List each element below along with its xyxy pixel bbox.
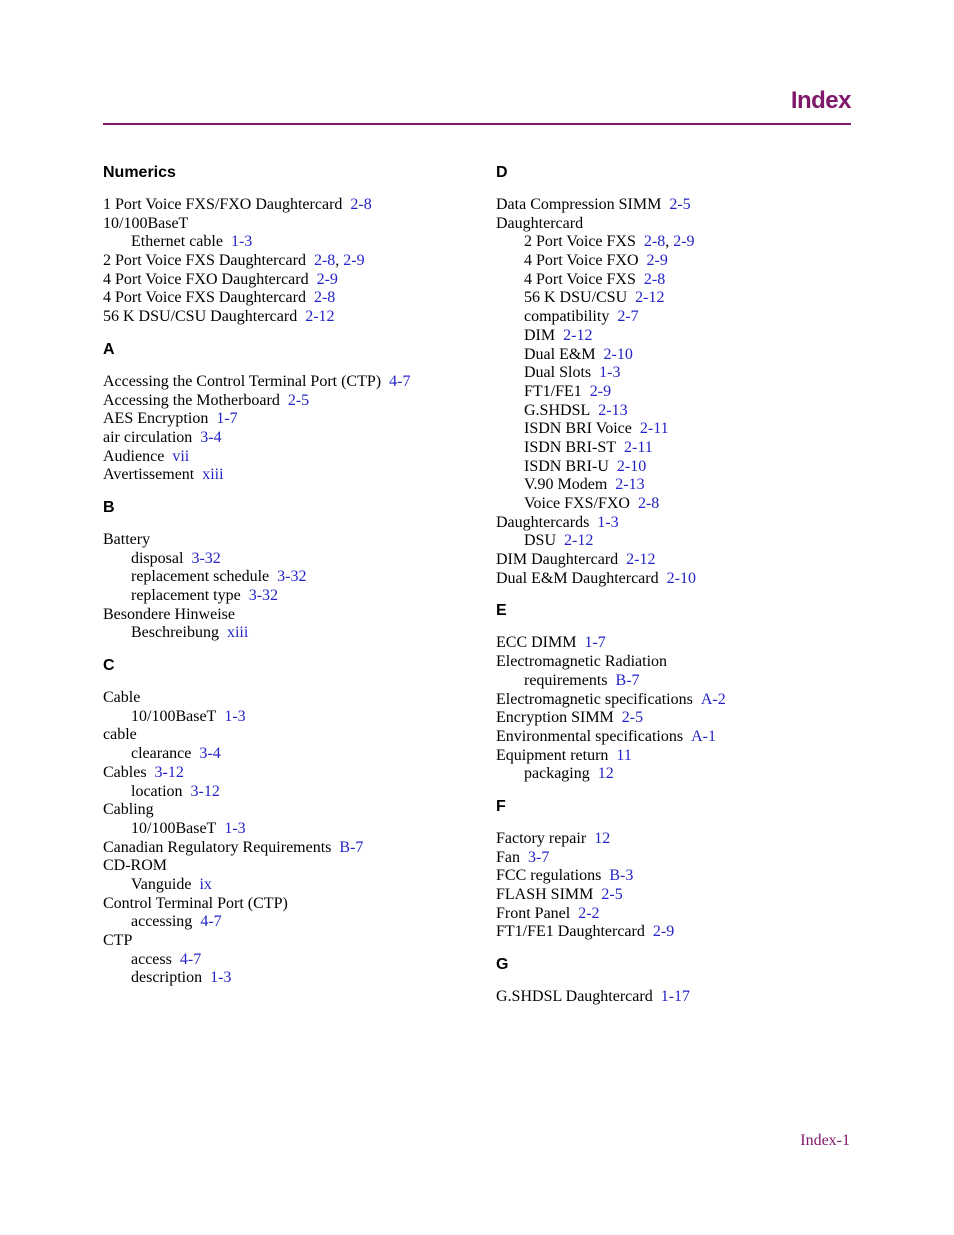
index-subentry — [103, 233, 463, 252]
index-subentry — [496, 476, 856, 495]
section-heading: Numerics — [103, 164, 176, 181]
index-subentry — [103, 876, 463, 895]
page-ref-link[interactable]: 1-3 — [230, 233, 253, 251]
page-ref-link[interactable]: 2-5 — [621, 709, 644, 727]
page-refs — [594, 830, 610, 847]
index-term: compatibility — [524, 308, 610, 326]
page-ref-link[interactable]: ix — [199, 875, 212, 893]
index-term: 4 Port Voice FXS Daughtercard — [103, 289, 306, 307]
page-ref-link[interactable]: 11 — [616, 746, 632, 764]
index-term: description — [131, 969, 203, 987]
page-ref-link[interactable]: 12 — [594, 829, 611, 847]
page-ref-link[interactable]: 3-12 — [154, 763, 184, 781]
index-entry — [103, 689, 463, 708]
page-refs — [616, 672, 640, 689]
page-refs — [317, 271, 338, 288]
index-entry — [496, 830, 856, 849]
section-heading: G — [496, 956, 509, 974]
index-term: DIM — [524, 326, 556, 344]
index-entry — [496, 728, 856, 747]
page-ref-link[interactable]: 3-32 — [248, 587, 279, 604]
page-refs — [598, 402, 627, 419]
index-subentry — [103, 913, 463, 932]
page-refs — [314, 289, 335, 306]
page-ref-link[interactable]: 2-5 — [601, 886, 623, 903]
page-ref-link[interactable]: B-3 — [609, 867, 634, 885]
index-section — [496, 600, 856, 784]
index-subentry — [496, 233, 856, 252]
page-ref-link[interactable]: 1-7 — [584, 634, 606, 652]
page-refs — [199, 745, 220, 762]
index-term: 4 Port Voice FXS — [524, 270, 636, 288]
index-section — [496, 954, 856, 1007]
index-term: Electromagnetic specifications — [496, 690, 693, 708]
page-ref-link[interactable]: 2-13 — [615, 476, 645, 494]
index-term: Environmental specifications — [496, 727, 684, 745]
page-refs — [180, 951, 201, 968]
index-term: Front Panel — [496, 904, 571, 922]
page-ref-link[interactable]: 2-5 — [669, 196, 691, 213]
index-entry — [103, 289, 463, 308]
page-refs — [339, 839, 363, 856]
page-ref-link[interactable]: 2-9 — [646, 252, 668, 270]
index-entry — [496, 988, 856, 1007]
index-entry — [496, 653, 856, 672]
page-ref-link[interactable]: 2-9 — [316, 270, 338, 288]
index-entry — [496, 709, 856, 728]
index-term: CD-ROM — [103, 857, 168, 875]
page-ref-link[interactable]: 3-4 — [200, 428, 222, 446]
page-refs — [669, 196, 690, 213]
page-ref-link[interactable]: 1-7 — [216, 410, 238, 428]
page-ref-link[interactable]: 3-7 — [528, 848, 550, 866]
index-entry — [103, 764, 463, 783]
index-entry — [496, 849, 856, 868]
index-subentry — [496, 346, 856, 365]
index-term: 10/100BaseT — [103, 214, 189, 232]
index-subentry — [103, 745, 463, 764]
index-subentry — [103, 951, 463, 970]
index-term: 4 Port Voice FXO Daughtercard — [103, 270, 309, 288]
index-term: Daughtercard — [496, 214, 584, 232]
index-entry — [103, 801, 463, 820]
index-term: Audience — [103, 447, 165, 465]
page-refs — [227, 624, 248, 641]
page-ref-link[interactable]: 2-10 — [603, 345, 633, 363]
page-ref-link[interactable]: 2-9 — [343, 252, 365, 270]
index-entry — [103, 857, 463, 876]
index-entry — [496, 905, 856, 924]
index-section — [103, 339, 463, 485]
index-entry — [496, 867, 856, 886]
page-refs — [249, 587, 278, 604]
page-ref-link[interactable]: 2-9 — [673, 233, 695, 251]
page-refs — [590, 383, 611, 400]
index-section — [103, 162, 463, 327]
page-ref-link[interactable]: 4-7 — [179, 950, 202, 968]
index-subentry — [496, 327, 856, 346]
index-subentry — [496, 439, 856, 458]
index-subentry — [496, 495, 856, 514]
index-subentry — [103, 708, 463, 727]
page-ref-link[interactable]: 2-12 — [564, 532, 594, 550]
page-ref-link[interactable]: xiii — [202, 466, 224, 484]
index-term: G.SHDSL Daughtercard — [496, 988, 653, 1006]
index-entry — [496, 691, 856, 710]
index-entry — [103, 308, 463, 327]
index-term: air circulation — [103, 428, 193, 446]
index-entry — [496, 747, 856, 766]
ref-separator: , — [665, 233, 674, 251]
index-term: Cabling — [103, 801, 154, 819]
index-entry — [496, 551, 856, 570]
index-entry — [496, 196, 856, 215]
index-subentry — [496, 364, 856, 383]
page-ref-link[interactable]: B-7 — [339, 838, 364, 856]
index-term: Fan — [496, 848, 520, 866]
page-ref-link[interactable]: 2-10 — [616, 457, 647, 475]
index-term: cable — [103, 726, 137, 744]
index-subentry — [496, 532, 856, 551]
index-term: Cables — [103, 763, 147, 781]
index-entry — [496, 886, 856, 905]
index-subentry — [103, 820, 463, 839]
page-refs — [599, 364, 620, 381]
index-entry — [103, 448, 463, 467]
page-refs — [601, 886, 622, 903]
index-term: replacement schedule — [131, 568, 270, 586]
index-term: clearance — [131, 745, 192, 763]
index-subentry — [496, 383, 856, 402]
page-ref-link[interactable]: 2-9 — [589, 382, 612, 400]
index-term: Data Compression SIMM — [496, 196, 662, 213]
page-ref-link[interactable]: 2-12 — [305, 308, 335, 326]
page-refs — [635, 289, 664, 306]
index-subentry — [496, 765, 856, 784]
index-term: ECC DIMM — [496, 634, 577, 652]
page-ref-link[interactable]: 2-12 — [563, 326, 593, 344]
index-subentry — [103, 624, 463, 643]
index-subentry — [496, 308, 856, 327]
ref-separator: , — [335, 252, 344, 270]
page-refs — [172, 448, 189, 465]
page-refs — [231, 233, 252, 250]
index-subentry — [496, 672, 856, 691]
page-ref-link[interactable]: 3-32 — [277, 568, 307, 586]
index-entry — [103, 726, 463, 745]
page-ref-link[interactable]: 1-3 — [597, 513, 619, 531]
page-refs — [647, 252, 668, 269]
page-refs — [210, 969, 231, 986]
index-subentry — [103, 783, 463, 802]
page-refs — [191, 783, 220, 800]
page-ref-link[interactable]: 1-3 — [599, 364, 621, 382]
index-term: Daughtercards — [496, 513, 590, 531]
index-entry — [496, 570, 856, 589]
index-term: location — [131, 782, 183, 800]
page-refs — [616, 747, 631, 764]
index-term: 1 Port Voice FXS/FXO Daughtercard — [103, 196, 343, 213]
page-ref-link[interactable]: A-2 — [700, 690, 726, 708]
index-term: access — [131, 950, 172, 968]
page-refs — [199, 876, 211, 893]
index-term: Vanguide — [131, 875, 192, 893]
index-entry — [103, 429, 463, 448]
page-refs — [653, 923, 674, 940]
page-ref-link[interactable]: xiii — [226, 624, 249, 642]
page-refs — [701, 691, 726, 708]
section-heading: D — [496, 164, 508, 181]
index-subentry — [496, 420, 856, 439]
page-refs — [644, 233, 695, 250]
page-ref-link[interactable]: 2-8 — [643, 233, 666, 251]
index-term: ISDN BRI-ST — [524, 438, 617, 456]
index-term: 2 Port Voice FXS — [524, 233, 636, 251]
index-term: Control Terminal Port (CTP) — [103, 894, 288, 912]
page-refs — [640, 420, 669, 437]
index-term: Dual E&M — [524, 345, 596, 363]
page-ref-link[interactable]: 1-3 — [224, 819, 246, 837]
page-refs — [277, 568, 306, 585]
page-ref-link[interactable]: 1-17 — [660, 988, 691, 1006]
page-refs — [644, 271, 665, 288]
page-refs — [389, 373, 410, 390]
page-refs — [200, 913, 221, 930]
page-refs — [597, 514, 618, 531]
page-refs — [584, 634, 605, 651]
page-ref-link[interactable]: 4-7 — [200, 913, 222, 931]
index-entry — [103, 215, 463, 234]
page-refs — [288, 392, 309, 409]
page-ref-link[interactable]: 1-3 — [224, 707, 246, 725]
index-term: accessing — [131, 913, 193, 931]
index-term: 10/100BaseT — [131, 707, 217, 725]
page-ref-link[interactable]: 2-5 — [287, 391, 310, 409]
index-term: 10/100BaseT — [131, 819, 217, 837]
page-refs — [638, 495, 659, 512]
index-term: FT1/FE1 Daughtercard — [496, 923, 645, 941]
page-ref-link[interactable]: 2-2 — [578, 904, 600, 922]
index-term: FT1/FE1 — [524, 382, 582, 400]
page-refs — [661, 988, 690, 1005]
index-term: V.90 Modem — [524, 476, 608, 494]
index-entry — [103, 271, 463, 290]
page-refs — [564, 532, 593, 549]
index-entry — [103, 606, 463, 625]
index-term: Cable — [103, 689, 141, 707]
index-entry — [103, 531, 463, 550]
index-subentry — [103, 568, 463, 587]
page-footer: Index-1 — [800, 1132, 850, 1149]
index-term: packaging — [524, 765, 590, 783]
page-ref-link[interactable]: 2-12 — [626, 551, 656, 569]
page-ref-link[interactable]: 2-9 — [652, 923, 675, 941]
index-term: 4 Port Voice FXO — [524, 252, 639, 270]
index-entry — [103, 196, 463, 215]
index-term: requirements — [524, 671, 608, 689]
page-refs — [691, 728, 716, 745]
page-refs — [622, 709, 643, 726]
index-column-right — [496, 162, 856, 1007]
page-refs — [216, 410, 237, 427]
page-refs — [617, 308, 638, 325]
page-ref-link[interactable]: 3-4 — [199, 745, 221, 763]
index-term: Avertissement — [103, 466, 195, 484]
index-term: ISDN BRI Voice — [524, 420, 632, 438]
index-entry — [103, 373, 463, 392]
index-term: Encryption SIMM — [496, 709, 614, 727]
index-subentry — [103, 550, 463, 569]
page-refs — [224, 708, 245, 725]
index-term: FCC regulations — [496, 867, 602, 885]
index-term: Battery — [103, 530, 151, 548]
index-section — [103, 497, 463, 643]
page-ref-link[interactable]: 2-8 — [643, 270, 666, 288]
index-term: Accessing the Control Terminal Port (CTP) — [103, 372, 382, 390]
index-term: replacement type — [131, 587, 241, 604]
index-subentry — [496, 289, 856, 308]
index-entry — [103, 895, 463, 914]
page-ref-link[interactable]: 2-8 — [313, 252, 336, 270]
index-section — [496, 796, 856, 942]
section-heading: A — [103, 340, 115, 358]
page-refs — [314, 252, 365, 269]
index-term: AES Encryption — [103, 410, 209, 428]
page-refs — [155, 764, 184, 781]
page-ref-link[interactable]: 2-8 — [350, 196, 372, 213]
index-entry — [103, 252, 463, 271]
index-entry — [496, 514, 856, 533]
section-heading: B — [103, 498, 115, 516]
index-term: Equipment return — [496, 746, 609, 764]
page-ref-link[interactable]: 2-8 — [313, 289, 336, 307]
page-refs — [224, 820, 245, 837]
page-ref-link[interactable]: 2-8 — [637, 495, 660, 512]
page-refs — [615, 476, 644, 493]
page-ref-link[interactable]: vii — [172, 447, 190, 465]
index-term: FLASH SIMM — [496, 886, 594, 903]
index-subentry — [496, 252, 856, 271]
index-subentry — [103, 969, 463, 988]
index-term: Canadian Regulatory Requirements — [103, 838, 332, 856]
page-refs — [200, 429, 221, 446]
page-title: Index — [790, 87, 851, 114]
index-entry — [496, 215, 856, 234]
page-ref-link[interactable]: 4-7 — [389, 372, 411, 390]
index-term: 56 K DSU/CSU — [524, 289, 628, 307]
index-entry — [496, 634, 856, 653]
page-refs — [305, 308, 334, 325]
page-ref-link[interactable]: 2-10 — [666, 569, 696, 587]
index-entry — [103, 410, 463, 429]
index-term: 2 Port Voice FXS Daughtercard — [103, 252, 306, 270]
page-ref-link[interactable]: 2-11 — [639, 420, 669, 438]
page-refs — [202, 466, 223, 483]
page-refs — [624, 439, 653, 456]
index-term: CTP — [103, 932, 133, 949]
index-term: 56 K DSU/CSU Daughtercard — [103, 308, 298, 326]
index-term: Electromagnetic Radiation — [496, 653, 668, 671]
page-ref-link[interactable]: 1-3 — [210, 969, 232, 987]
page-ref-link[interactable]: 3-32 — [191, 549, 221, 567]
index-term: Beschreibung — [131, 624, 219, 642]
page-ref-link[interactable]: 3-12 — [190, 782, 220, 800]
index-entry — [103, 932, 463, 951]
page-refs — [604, 346, 633, 363]
index-term: Dual E&M Daughtercard — [496, 569, 659, 587]
page-refs — [578, 905, 599, 922]
page-refs — [350, 196, 371, 213]
index-subentry — [103, 587, 463, 606]
index-term: disposal — [131, 549, 184, 567]
index-term: Besondere Hinweise — [103, 605, 235, 623]
index-column-left — [103, 162, 463, 988]
index-term: G.SHDSL — [524, 401, 591, 419]
page-ref-link[interactable]: 2-12 — [635, 289, 665, 307]
page-refs — [667, 570, 696, 587]
index-entry — [103, 392, 463, 411]
index-entry — [103, 839, 463, 858]
section-heading: E — [496, 602, 507, 620]
page-refs — [563, 327, 592, 344]
page-refs — [528, 849, 549, 866]
index-term: DSU — [524, 532, 557, 550]
index-section — [496, 162, 856, 588]
index-term: Accessing the Motherboard — [103, 391, 280, 409]
page-ref-link[interactable]: B-7 — [615, 671, 640, 689]
page-refs — [191, 550, 220, 567]
index-subentry — [496, 402, 856, 421]
section-heading: C — [103, 657, 115, 675]
index-term: ISDN BRI-U — [524, 457, 609, 475]
page-refs — [626, 551, 655, 568]
index-term: Dual Slots — [524, 364, 592, 382]
index-subentry — [496, 271, 856, 290]
index-section — [103, 655, 463, 988]
page-ref-link[interactable]: A-1 — [691, 727, 716, 745]
title-rule — [103, 123, 851, 125]
index-subentry — [496, 458, 856, 477]
page-refs — [598, 765, 614, 782]
page-ref-link[interactable]: 2-11 — [624, 438, 653, 456]
index-entry — [103, 466, 463, 485]
index-term: Ethernet cable — [131, 233, 223, 251]
page-ref-link[interactable]: 12 — [597, 765, 614, 783]
index-term: DIM Daughtercard — [496, 551, 619, 569]
page-refs — [617, 458, 646, 475]
page-refs — [609, 867, 633, 884]
index-term: Voice FXS/FXO — [524, 495, 630, 512]
page-ref-link[interactable]: 2-7 — [617, 308, 639, 326]
index-entry — [496, 923, 856, 942]
page-ref-link[interactable]: 2-13 — [598, 401, 628, 419]
index-term: Factory repair — [496, 829, 587, 847]
section-heading: F — [496, 797, 506, 815]
